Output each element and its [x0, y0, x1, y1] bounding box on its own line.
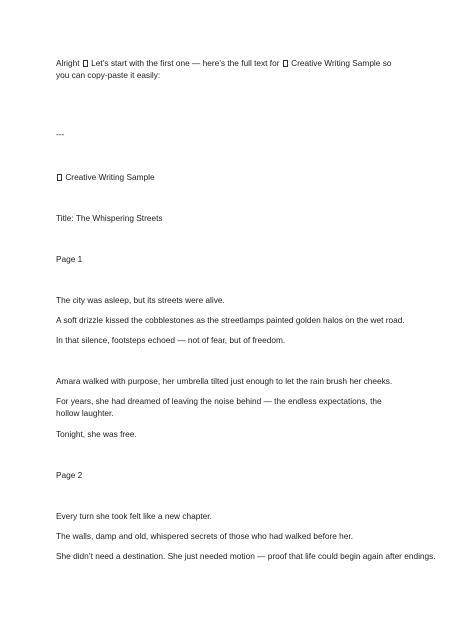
intro-middle: Let’s start with the first one — here’s the full text for [91, 58, 280, 68]
paragraph: Amara walked with purpose, her umbrella tilted just enough to let the rain brush her cheeks. [56, 376, 393, 386]
paragraph: The walls, damp and old, whispered secrets of those who had walked before her. [56, 531, 354, 541]
section-heading-label: Creative Writing Sample [65, 172, 155, 182]
paragraph: For years, she had dreamed of leaving the noise behind — the endless expectations, the hollow laughter. [56, 396, 382, 418]
intro-suffix: Creative Writing Sample so you can copy-paste it easily: [56, 58, 392, 80]
paragraph: In that silence, footsteps echoed — not of fear, but of freedom. [56, 335, 286, 345]
paragraph: She didn’t need a destination. She just needed motion — proof that life could begin again after endings. [56, 551, 436, 561]
missing-glyph-icon [57, 174, 62, 181]
separator: --- [56, 129, 65, 139]
missing-glyph-icon [283, 60, 288, 67]
missing-glyph-icon [83, 60, 88, 67]
page-1-label: Page 1 [56, 254, 83, 264]
paragraph: Every turn she took felt like a new chapter. [56, 511, 212, 521]
paragraph: The city was asleep, but its streets were alive. [56, 295, 225, 305]
story-title: Title: The Whispering Streets [56, 213, 163, 223]
paragraph: A soft drizzle kissed the cobblestones as the streetlamps painted golden halos on the wet road. [56, 315, 405, 325]
intro-paragraph [56, 57, 406, 81]
page-2-label: Page 2 [56, 470, 83, 480]
intro-prefix: Alright [56, 58, 80, 68]
section-heading [56, 171, 434, 183]
paragraph: Tonight, she was free. [56, 429, 137, 439]
